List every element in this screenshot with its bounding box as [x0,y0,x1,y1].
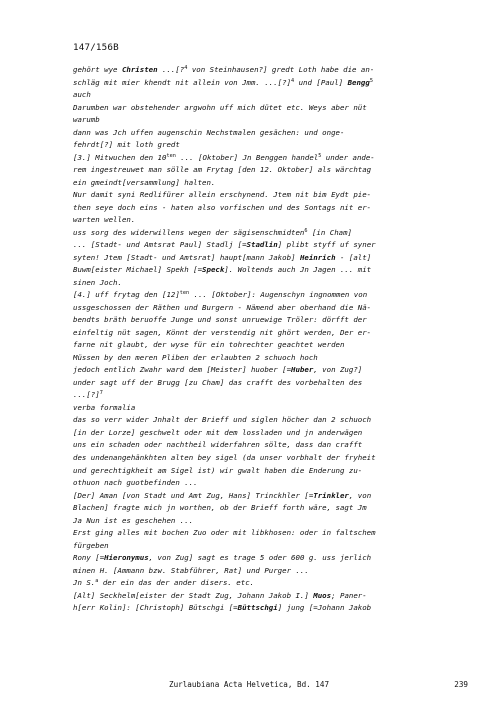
text-segment: bendts bräth beruoffe Junge und sonst unruewige Tröler: dörfft der [73,315,367,325]
text-line [73,164,468,177]
text-segment: verba formalia [73,402,136,412]
text-segment: fehrdt[?] mit loth gredt [73,140,180,150]
text-segment: uns ein schaden oder nachtheil widerfahren sölte, dass dan crafft [73,440,363,450]
text-segment: ...[?] [73,390,100,400]
text-segment: , von [348,490,372,500]
text-segment: Buwm[eister Michael] Spekh [= [73,265,203,275]
text-line [73,214,468,227]
bold-name: Stadlin [246,240,278,250]
text-segment: warumb [73,115,100,125]
text-segment: ; Paner- [331,590,367,600]
text-line [73,439,468,452]
text-segment: Jn S. [73,578,96,588]
text-segment: rem ingestreuwet man sölle am Frytag [den 12. Oktober] als wärchtag [73,165,372,175]
text-line [73,364,468,377]
text-line [73,102,468,115]
text-line [73,264,468,277]
superscript: ten [179,290,190,297]
text-segment: ]. Woltends auch Jn Jagen ... mit [224,265,372,275]
bold-name: Speck [202,265,225,275]
text-line [73,227,468,240]
text-segment: sinen Joch. [73,277,122,287]
text-segment: schläg mit mier khendt nit allein von Jmm. ...[?] [73,77,292,87]
text-line [73,402,468,415]
text-segment: Rony [= [73,553,105,563]
superscript: 7 [99,390,103,397]
text-segment: [3.] Mitwuchen den 10 [73,152,167,162]
text-line [73,527,468,540]
text-line [73,414,468,427]
text-segment: syten! Jtem [Stadt- und Amtsrat] haupt[mann Jakob] [73,252,300,262]
bold-name: Büttschgi [237,603,278,613]
journal-title: Zurlaubiana Acta Helvetica, Bd. 147 [169,680,330,689]
text-line [73,502,468,515]
text-line [73,427,468,440]
superscript: 5 [369,77,373,84]
text-segment: under ande- [321,152,375,162]
bold-name: Huber [291,365,314,375]
text-segment: ... [Oktober]: Augenschyn ingnommen von [189,290,368,300]
text-segment: ... [Oktober] Jn Benggen handel [175,152,319,162]
text-segment: farne nit glaubt, der wyse für ein tohrechter geachtet werden [73,340,345,350]
text-segment: fürgeben [73,540,109,550]
text-segment: des undenangehänkhten alten bey sigel (da unser vorbhalt der fryheit [73,452,376,462]
text-segment: ...[? [157,65,185,74]
text-segment: ein gmeindt[versammlung] halten. [73,177,216,187]
text-segment: das so verr wider Jnhalt der Brieff und siglen höcher dan 2 schuoch [73,415,372,425]
bold-name: Trinkler [313,490,349,500]
text-segment: Ja Nun ist es geschehen ... [73,515,194,525]
text-segment: gehört wye [73,65,122,74]
text-line [73,377,468,390]
text-segment: auch [73,90,91,100]
text-segment: Müssen by den meren Pliben der erlaubten 2 schuoch hoch [73,352,318,362]
text-segment: , von Zug] sagt es trage 5 oder 600 g. uss jerlich [148,553,372,563]
text-line [73,339,468,352]
superscript: ten [166,152,176,159]
bold-name: Heinrich [299,252,336,262]
text-line [73,477,468,490]
text-line [73,352,468,365]
text-line [73,465,468,478]
text-line [73,590,468,603]
page-id: 147/156B [73,42,119,53]
superscript: 4 [184,65,188,71]
text-line [73,302,468,315]
text-segment: Nur damit syni Redlifürer allein erschynend. Jtem nit bim Eydt pie- [73,190,372,200]
text-segment: dann was Jch uffen augenschin Nechstmalen gesächen: und onge- [73,127,345,137]
text-segment: [4.] uff frytag den [12] [73,290,180,300]
text-segment: Blachen] fragte mich jn worthen, ob der Brieff forth wäre, sagt Jm [73,503,367,513]
text-line [73,314,468,327]
text-segment: warten wellen. [73,215,136,225]
text-segment: ussgeschossen der Räthen und Burgern - Nämend aber oberhand die Nä- [73,302,372,312]
text-segment: then seye doch eins - haten also vorfischen und des Sontags nit er- [73,202,372,212]
text-line [73,152,468,165]
text-line [73,189,468,202]
text-segment: Erst ging alles mit bochen Zuo oder mit libkhosen: oder in faltschem [73,528,376,538]
text-segment: ... [Stadt- und Amtsrat Paul] Stadlj [= [73,240,247,250]
text-line [73,89,468,102]
superscript: a [95,578,99,585]
bold-name: Muos [313,590,332,600]
text-line [73,127,468,140]
text-line [73,327,468,340]
text-line [73,252,468,265]
text-segment: von Steinhausen?] gredt Loth habe die an- [187,65,375,74]
text-line [73,77,468,90]
text-line [73,602,468,615]
text-line [73,277,468,290]
bold-name: Hieronymus [104,553,149,563]
text-segment: [in Cham] [307,227,353,237]
text-segment: , von Zug?] [313,365,363,375]
text-segment: [Alt] Seckhelm[eister der Stadt Zug, Johann Jakob I.] [73,590,314,600]
text-line [73,552,468,565]
text-segment: und gerechtigkheit am Sigel ist) wir gwalt haben die Enderung zu- [73,465,363,475]
superscript: 5 [318,152,322,159]
text-line [73,239,468,252]
page-number: 239 [454,680,468,689]
transcription-body [73,64,468,615]
text-line [73,289,468,302]
bold-name: Bengg [347,77,370,87]
text-segment: ] plibt styff uf syner [277,240,376,250]
text-segment: uss sorg des widerwillens wegen der sägisenschmidten [73,227,305,237]
text-line [73,389,468,402]
text-line [73,565,468,578]
text-line [73,515,468,528]
text-segment: der ein das der ander disers. etc. [98,578,255,588]
text-segment: [Der] Aman [von Stadt und Amt Zug, Hans] Trinckhler [= [73,490,314,500]
text-segment: Darumben war obstehender argwohn uff mich dütet etc. Weys aber nüt [73,102,367,112]
text-segment: h[err Kolin]: [Christoph] Bütschgi [= [73,603,238,613]
text-segment: othuon nach guotbefinden ... [73,478,198,488]
text-line [73,452,468,465]
text-segment: und [Paul] [294,77,348,87]
text-segment: minen H. [Ammann bzw. Stabführer, Rat] und Purger ... [73,565,309,575]
text-segment: einfeltig nüt sagen, Könnt der verstendig nit ghört werden, Der er- [73,327,372,337]
text-line [73,64,468,77]
superscript: 6 [304,227,308,234]
text-line [73,202,468,215]
text-line [73,139,468,152]
superscript: 4 [291,77,295,84]
text-line [73,114,468,127]
bold-name: Christen [121,65,158,74]
text-segment: - [alt] [335,252,372,262]
text-line [73,577,468,590]
text-line [73,177,468,190]
text-line [73,490,468,503]
text-segment: [in der Lorze] geschwelt oder mit dem lossladen und jn anderwägen [73,427,363,437]
text-line [73,540,468,553]
text-segment: jedoch entlich Zwahr ward dem [Meister] huober [= [73,365,292,375]
text-segment: ] jung [=Johann Jakob [277,603,372,613]
text-segment: under sagt uff der Brugg [zu Cham] das crafft des vorbehalten des [73,377,363,387]
